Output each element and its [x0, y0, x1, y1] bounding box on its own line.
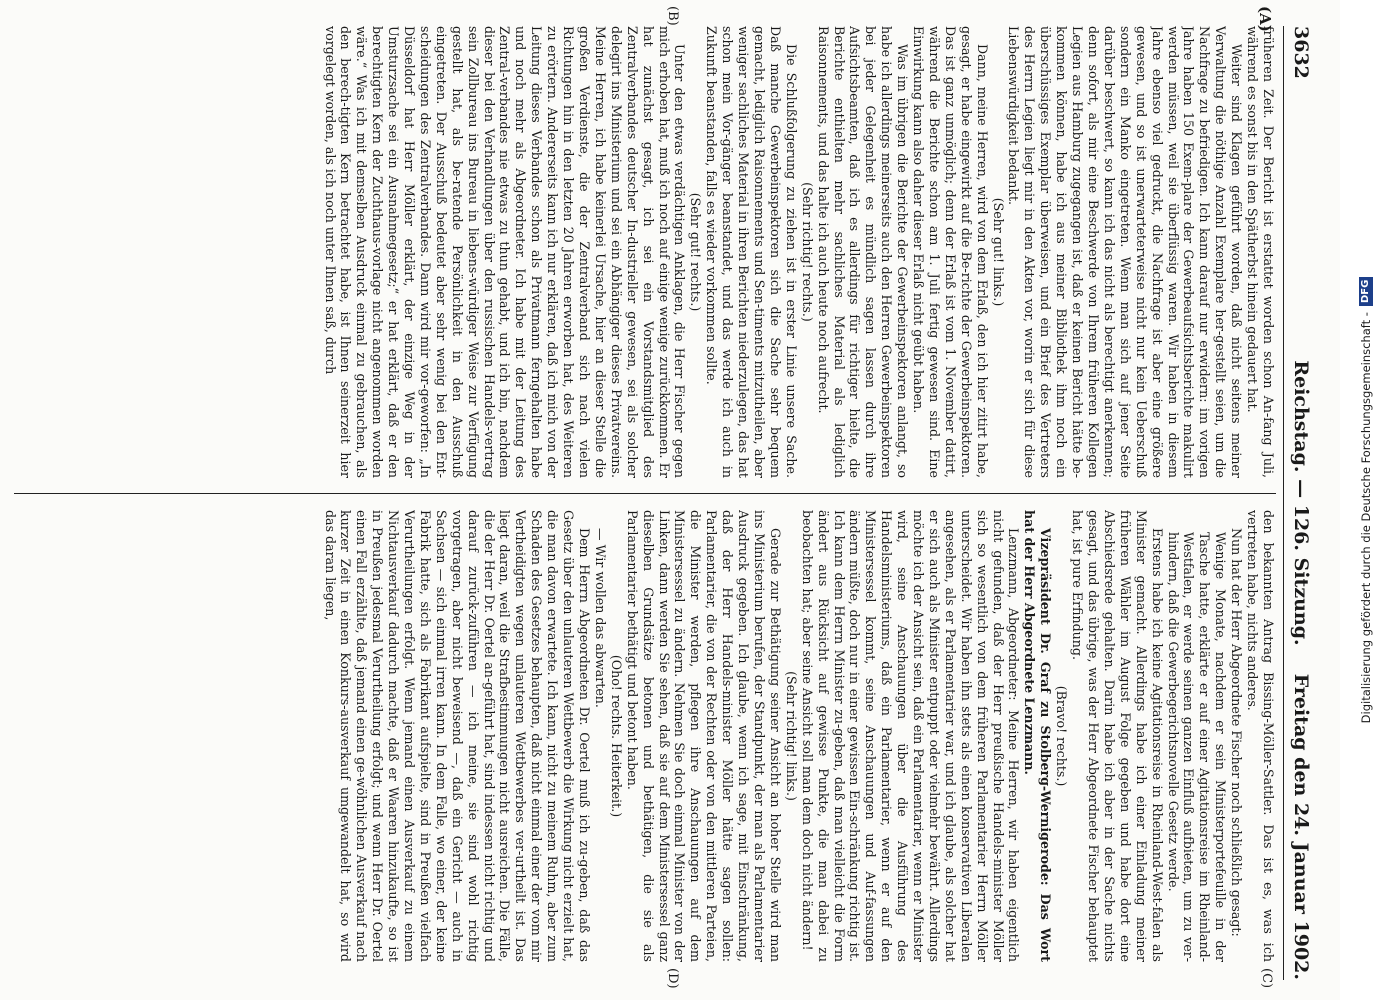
paragraph: Nun hat der Herr Abgeordnete Fischer noch schließlich gesagt:: [1229, 528, 1245, 937]
margin-marker-b: (B): [665, 6, 680, 26]
interjection: (Sehr gut! links.): [990, 197, 1006, 307]
paragraph: Erstens habe ich keine Agitationsreise in Rheinland-West-falen als Minister gemacht. Allerdings habe ich einer Einladung meiner früheren Wähler im August Folge gegeben und habe dort eine Abschiedsrede gehalten. Darin habe ich aber in der Sache nichts gesagt, und das übrige, was der Herr Abgeordnete Fischer behauptet hat, ist pure Erfindung.: [1070, 510, 1165, 962]
margin-marker-a: (A): [1256, 6, 1274, 32]
paragraph: Dann, meine Herren, wird von dem Erlaß, den ich hier zitirt habe, gesagt, er habe eingewirkt auf die Be-richte der Gewerbeinspektoren. Das ist ganz unmöglich; denn der Erlaß ist vom 1. November datirt, während die Berichte schon am 1. Juli fertig gewesen sind. Eine Einwirkung kann also daher dieser Erlaß nicht geübt haben.: [911, 26, 990, 478]
margin-marker-c: (C): [1259, 968, 1274, 989]
paragraph: den bekannten Antrag Bissing-Möller-Sattler. Das ist es, was ich vertreten habe, nichts anderes.: [1245, 510, 1276, 962]
funding-note-rotated: [1349, 0, 1383, 1000]
paragraph: Die Schlußfolgerung zu ziehen ist in erster Linie unsere Sache. Daß manche Gewerbeinspektoren sich die Sache sehr bequem gemacht, lediglich Raisonnements und Sen-timents mitzutheilen, aber weniger sachliches Material in ihren Berichten niederzulegen, das hat schon mein Vor-gänger beanstandet, und das werde ich auch in Zukunft beanstanden, falls es wieder vorkommen sollte.: [704, 26, 799, 478]
interjection: (Sehr richtig! rechts.): [799, 182, 815, 322]
interjection: (Oho! rechts. Heiterkeit.): [608, 654, 624, 818]
paragraph: — Wir wollen das abwarten.: [592, 528, 608, 708]
dfg-logo: DFG: [1359, 277, 1373, 306]
interjection: (Bravo! rechts.): [1054, 685, 1070, 787]
running-title: Reichstag. — 126. Sitzung.: [1290, 360, 1312, 646]
column-divider: [14, 493, 1276, 494]
margin-marker-d: (D): [665, 968, 680, 989]
left-column: [8, 26, 1276, 478]
speaker-paragraph: Vizepräsident Dr. Graf zu Stolberg-Wernigerode: Das Wort hat der Herr Abgeordnete Lenzmann.: [1022, 510, 1054, 962]
page-number: 3632: [1290, 26, 1312, 79]
paragraph: Gerade zur Bethätigung seiner Ansicht an hoher Stelle wird man ins Ministerium berufen, der Standpunkt, der man als Parlamentarier Ausdruck gegeben. Ich glaube, wenn ich sage, mit Einschränkung, daß der Herr Handels-minister Möller hätte sagen sollen: Parlamentarier, die von der Rechten oder von den mittleren Parteien, die Minister werden, pflegen ihre Anschauungen auf dem Ministersessel zu ändern. Nehmen Sie doch einmal Minister von der Linken, dann werden Sie sehen, daß sie auf dem Ministersessel ganz dieselben Grundsätze betonen und bethätigen, die sie als Parlamentarier bethätigt und betont haben.: [624, 510, 783, 962]
session-date: Freitag den 24. Januar 1902.: [1290, 673, 1312, 980]
paragraph: Weiter sind Klagen geführt worden, daß nicht seitens meiner Verwaltung die nöthige Anzahl Exemplare her-gestellt seien, um die Nachfrage zu befriedigen. Ich kann darauf nur erwidern: im vorigen Jahre haben 150 Exem-plare der Gewerbeaufsichtsberichte makulirt werden müssen, weil sie überflüssig waren. Wir haben in diesem Jahre ebenso viel gedruckt, die Nachfrage ist aber eine größere gewesen, und so ist unerwarteterweise nicht nur kein Ueberschuß sondern ein Manko eingetreten. Wenn man sich auf jener Seite darüber beschwert, so kann ich das nicht als berechtigt anerkennen; denn sofort, als mir eine Beschwerde von Ihrem früheren Kollegen Legien aus Hamburg zugegangen ist, daß er keinen Bericht hätte be-kommen können, habe ich aus meiner Bibliothek ihm noch ein überschüssiges Exemplar überweisen, und ein Brief des Vertreters des Herrn Legien liegt mir in den Akten vor, worin er sich für diese Liebenswürdigkeit bedankt.: [1006, 26, 1245, 478]
funding-note-text: Digitalisierung gefördert durch die Deutsche Forschungsgemeinschaft -: [1359, 312, 1373, 724]
interjection: (Sehr gut! rechts.): [688, 192, 704, 312]
page-header: [1283, 26, 1318, 980]
paragraph: Was im übrigen die Berichte der Gewerbeinspektoren anlangt, so habe ich allerdings meinerseits auch den Herren Gewerbeinspektoren bei jeder Gelegenheit es mündlich sagen lassen durch ihre Aufsichtsbeamten, daß ich es allerdings für richtiger hielte, die Berichte enthielten mehr sachliches Material als lediglich Raisonnements, und das halte ich auch heute noch aufrecht.: [815, 26, 911, 478]
paragraph: Dem Herrn Abgeordneten Dr. Oertel muß ich zu-geben, daß das Gesetz über den unlauteren Wettbewerb die Wirkung nicht erzielt hat, die man davon erwartete. Ich kann, nicht zu meinem Ruhm, aber zum Schaden des Gesetzes behaupten, daß nicht einmal einer der vom mir Vertheidigten wegen unlauteren Wettbewerbes ver-urtheilt ist. Das liegt daran, weil die Strafbestimmungen nicht ausreichen. Die Fälle, die der Herr Dr. Oertel an-geführt hat, sind indessen nicht richtig und darauf zurück-zuführen — ich meine, sie sind wohl richtig vorgetragen, aber nicht beweisend —, daß ein Gericht — auch in Sachsen — sich einmal irren kann. In dem Falle, wo einer, der keine Fabrik hatte, sich als Fabrikant aufspielte, sind in Preußen vielfach Verurtheilungen erfolgt. Wenn jemand einen Ausverkauf zu einem Nichtausverkauf dadurch machte, daß er Waaren hinzukaufte, so ist in Preußen jedesmal Verurtheilung erfolgt; und wenn Herr Dr. Oertel einen Fall erzählte, daß jemand einen ge-wöhnlichen Ausverkauf nach kurzer Zeit in einen Konkurs-ausverkauf umgewandelt hat, so wird das daran liegen,: [322, 510, 593, 962]
right-column: [8, 510, 1276, 962]
funding-note-strip: [1349, 0, 1383, 1000]
paragraph: früheren Zeit. Der Bericht ist erstattet worden schon An-fang Juli, während es sonst bis in den Spätherbst hinein gedauert hat.: [1245, 26, 1276, 478]
quotation: Wenige Monate, nachdem er sein Ministerportefeuille in der Tasche hatte, erklärte er auf einer Agitationsreise im Rheinland-Westfalen, er werde seinen ganzen Einfluß aufbieten, um zu ver-hindern, daß die Gewerbegerichtsnovelle Gesetz werde.: [1165, 532, 1229, 962]
speaker-paragraph: Lenzmann, Abgeordneter: Meine Herren, wir haben eigentlich nicht gefunden, daß der Herr preußische Handels-minister Möller sich so wesentlich von dem früheren Parlamentarier Herrn Möller unterscheidet. Wir haben ihn stets als einen konservativen Liberalen angesehen, als er Parlamentarier war, und ich glaube, als solcher hat er sich auch als Minister entpuppt oder vielmehr bewährt. Allerdings möchte ich der Ansicht sein, daß ein Parlamentarier, wenn er Minister wird, seine Anschauungen über die Ausführung des Handelsministeriums, daß ein Parlamentarier, wenn er auf den Ministersessel kommt, seine Anschauungen und Auf-fassungen ändern müßte, doch nur in einer gewissen Ein-schränkung richtig ist. Ich kann dem Herrn Minister zu-geben, daß man vielleicht die Form ändert aus Rücksicht auf gewisse Punkte, die man dabei zu beobachten hat; aber seine Ansicht soll man dem doch nicht ändern!: [799, 510, 1022, 962]
interjection: (Sehr richtig! links.): [783, 671, 799, 801]
paragraph: Unter den etwas verdächtigen Anklagen, die Herr Fischer gegen mich erhoben hat, muß ich noch auf einige wenige zurückkommen. Er hat zunächst gesagt, ich sei ein Vorstandsmitglied des Zentralverbandes deutscher In-dustrieller gewesen, sei als solcher delegirt ins Ministerium und sei ein Abhängiger dieses Privatvereins. Meine Herren, ich habe keinerlei Ursache, hier an dieser Stelle die großen Verdienste, die der Zentralverband sich nach vielen Richtungen hin in den letzten 20 Jahren erworben hat, des Weiteren zu erörtern. Andererseits kann ich nur erklären, daß ich mich von der Leitung dieses Verbandes schon als Privatmann ferngehalten habe und noch mehr als Abgeordneter. Ich habe mit der Leitung des Zentral-verbandes nie etwas zu thun gehabt, und ich bin, nachdem dieser bei den Verhandlungen über den russischen Handels-vertrag sein Zollbureau ins Bureau in liebens-würdiger Weise zur Verfügung gestellt hat, als be-ratende Persönlichkeit in den Ausschuß eingetreten. Der Ausschuß bedeutet aber sehr wenig bei den Ent-scheidungen des Zentralverbandes. Dann wird mir vor-geworfen: „In Düsseldorf hat Herr Möller erklärt, der einzige Weg in der Umsturzsache sei ein Ausnahmegesetz;“ er hat erklärt, daß er den berechtigten Kern der Zuchthaus-vorlage nicht angenommen worden wäre.“ Was ich mit demselben Ausdruck einmal zu gebrauchen, als den berech-tigten Kern betrachtet habe, ist Ihnen seinerzeit hier vorgelegt worden, als ich noch unter Ihnen saß, durch: [322, 26, 688, 478]
funding-note: [1349, 0, 1383, 1000]
